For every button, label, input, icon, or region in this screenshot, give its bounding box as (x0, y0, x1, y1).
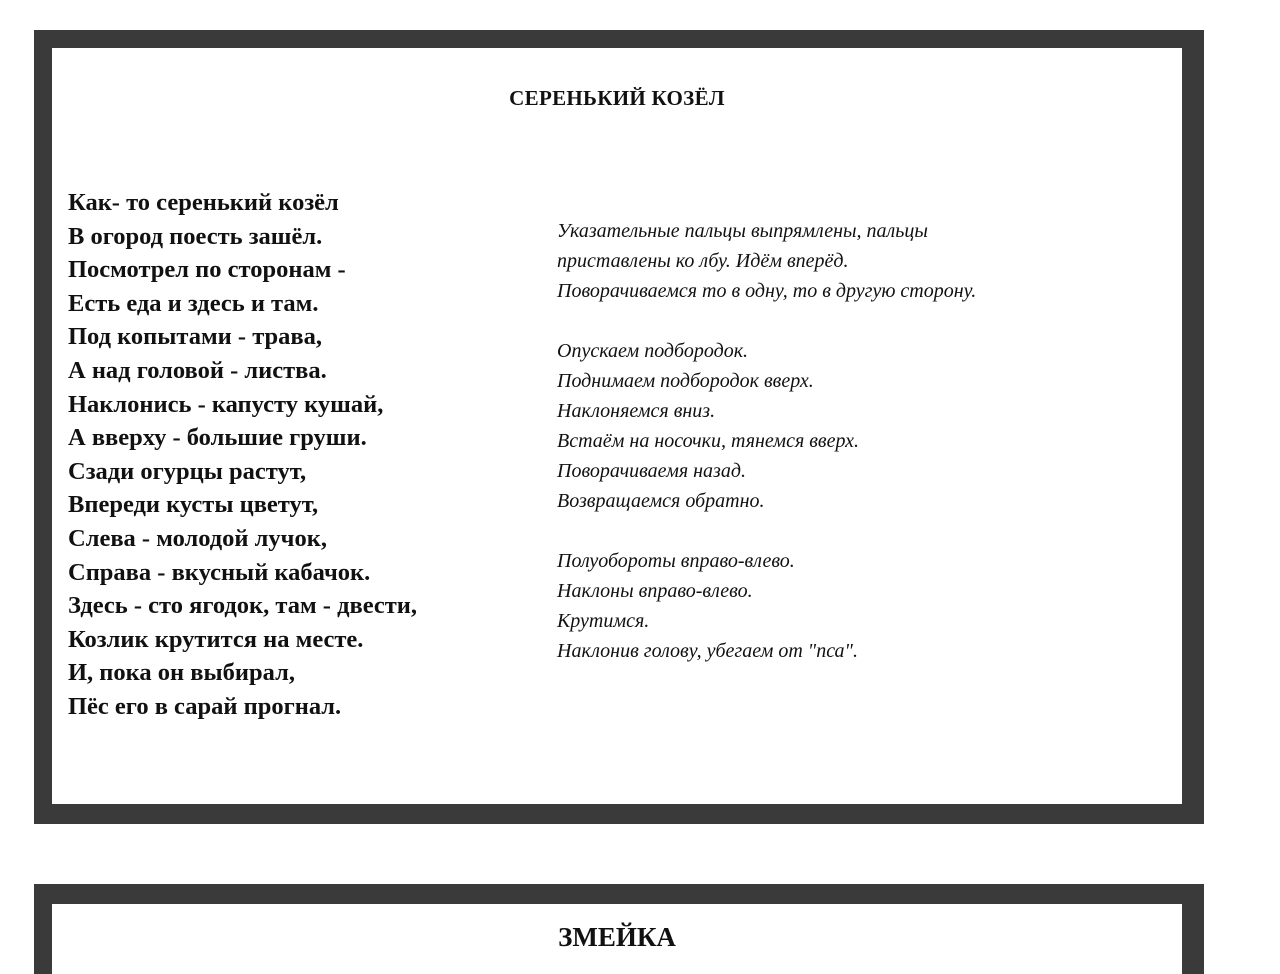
poem-line: Наклонись - капусту кушай, (68, 390, 384, 418)
poem-line: Как- то серенький козёл (68, 189, 339, 216)
poem-line: Посмотрел по сторонам - (68, 256, 346, 284)
poem-line: Есть еда и здесь и там. (68, 289, 319, 317)
movement-line: Наклоняемся вниз. (557, 400, 716, 422)
rhyme-card-zmeyka (34, 884, 1204, 974)
movement-group (557, 546, 976, 666)
movement-line: Встаём на носочки, тянемся вверх. (557, 430, 859, 452)
movement-line: Опускаем подбородок. (557, 340, 749, 362)
poem-line: А над головой - листва. (68, 356, 327, 384)
rhyme-card-seryenkiy-kozel (34, 30, 1204, 824)
poem-line: Слева - молодой лучок, (68, 524, 327, 552)
poem-line: А вверху - большие груши. (68, 424, 367, 452)
poem-line: Козлик крутится на месте. (68, 625, 364, 653)
poem-line: Справа - вкусный кабачок. (68, 558, 371, 586)
movement-line: Полуобороты вправо-влево. (557, 550, 795, 572)
rhyme-title: СЕРЕНЬКИЙ КОЗЁЛ (509, 86, 725, 110)
poem-line: Под копытами - трава, (68, 323, 323, 351)
poem-line: Здесь - сто ягодок, там - двести, (68, 592, 418, 620)
poem-line: Сзади огурцы растут, (68, 457, 307, 485)
movement-line: приставлены ко лбу. Идём вперёд. (557, 250, 849, 272)
poem-line: Впереди кусты цветут, (68, 491, 319, 519)
movement-line: Наклонив голову, убегаем от "пса". (557, 640, 858, 662)
movement-line: Наклоны вправо-влево. (557, 580, 753, 602)
movement-line: Указательные пальцы выпрямлены, пальцы (557, 220, 928, 242)
movement-line: Возвращаемся обратно. (557, 490, 765, 512)
movement-instructions (557, 216, 976, 666)
movement-group (557, 336, 976, 516)
movement-group (557, 216, 976, 306)
rhyme-title: ЗМЕЙКА (558, 922, 676, 952)
movement-line: Крутимся. (557, 610, 650, 632)
poem-line: В огород поесть зашёл. (68, 222, 323, 250)
movement-line: Поворачиваемся то в одну, то в другую сторону. (557, 280, 977, 302)
poem-line: Пёс его в сарай прогнал. (68, 692, 342, 720)
movement-line: Поднимаем подбородок вверх. (557, 370, 814, 392)
movement-line: Поворачиваемя назад. (557, 460, 746, 482)
poem-line: И, пока он выбирал, (68, 659, 295, 687)
poem-text (68, 186, 417, 724)
